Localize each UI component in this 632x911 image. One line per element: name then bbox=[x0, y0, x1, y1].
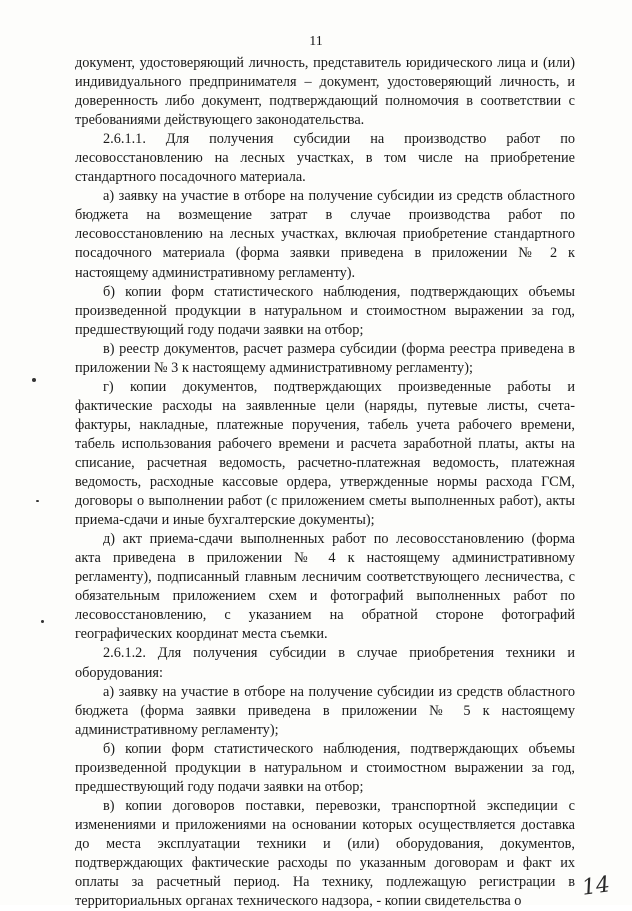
paragraph-2-6-1-2: 2.6.1.2. Для получения субсидии в случае приобретения техники и оборудования: bbox=[75, 645, 575, 681]
paragraph-item-v-contracts: в) копии договоров поставки, перевозки, транспортной экспедиции с изменениями и приложениями на основании которых осуществляется доставка до места эксплуатации техники и (или) оборудования, документов, подтверждающих фактические расходы по указанным договорам и факт их оплаты за расчетный период. На технику, подлежащую регистрации в территориальных органах технического надзора, - копии свидетельства о bbox=[75, 797, 575, 910]
paragraph-item-v-registry: в) реестр документов, расчет размера субсидии (форма реестра приведена в приложении № 3 к настоящему административному регламенту); bbox=[75, 340, 575, 376]
scan-speck bbox=[32, 378, 36, 382]
paragraph-item-g-documents: г) копии документов, подтверждающих произведенные работы и фактические расходы на заявленные цели (наряды, путевые листы, счета-фактуры, накладные, платежные поручения, табель учета рабочего времени, табель использования рабочего времени и расчета заработной платы, акты на списание, расчетная ведомость, расчетно-платежная ведомость, платежная ведомость, расходные кассовые ордера, утвержденные нормы расхода ГСМ, договоры о выполнении работ (с приложением сметы выполненных работ), акты приема-сдачи и иные бухгалтерские документы); bbox=[75, 378, 575, 529]
handwritten-sheet-number: 14 bbox=[580, 872, 612, 901]
paragraph-2-6-1-1: 2.6.1.1. Для получения субсидии на производство работ по лесовосстановлению на лесных участках, в том числе на приобретение стандартного посадочного материала. bbox=[75, 131, 575, 186]
page-number: 11 bbox=[309, 34, 323, 49]
scan-speck bbox=[41, 620, 44, 623]
scan-speck bbox=[36, 500, 39, 502]
paragraph-item-b-equipment-statistics: б) копии форм статистического наблюдения, подтверждающих объемы произведенной продукции в натуральном и стоимостном выражении за год, предшествующий году подачи заявки на отбор; bbox=[75, 740, 575, 795]
paragraph-item-d-acceptance-act: д) акт приема-сдачи выполненных работ по лесовосстановлению (форма акта приведена в приложении № 4 к настоящему административному регламенту), подписанный главным лесничим соответствующего лесничества, с обязательным приложением схем и фотографий выполненных работ по лесовосстановлению, с указанием на обратной стороне фотографий географических координат места съемки. bbox=[75, 531, 575, 643]
document-body bbox=[75, 54, 575, 911]
paragraph-item-a-equipment-application: а) заявку на участие в отборе на получение субсидии из средств областного бюджета (форма заявки приведена в приложении № 5 к настоящему административному регламенту); bbox=[75, 683, 575, 738]
paragraph-representative-documents: документ, удостоверяющий личность, представитель юридического лица и (или) индивидуального предпринимателя – документ, удостоверяющий личность, и доверенность либо документ, подтверждающий полномочия в соответствии с требованиями действующего законодательства. bbox=[75, 55, 575, 129]
paragraph-item-a-application: а) заявку на участие в отборе на получение субсидии из средств областного бюджета на возмещение затрат в случае производства работ по лесовосстановлению на лесных участках, включая приобретение стандартного посадочного материала (форма заявки приведена в приложении № 2 к настоящему административному регламенту). bbox=[75, 188, 575, 281]
paragraph-item-b-statistics: б) копии форм статистического наблюдения, подтверждающих объемы произведенной продукции в натуральном и стоимостном выражении за год, предшествующий году подачи заявки на отбор; bbox=[75, 283, 575, 338]
